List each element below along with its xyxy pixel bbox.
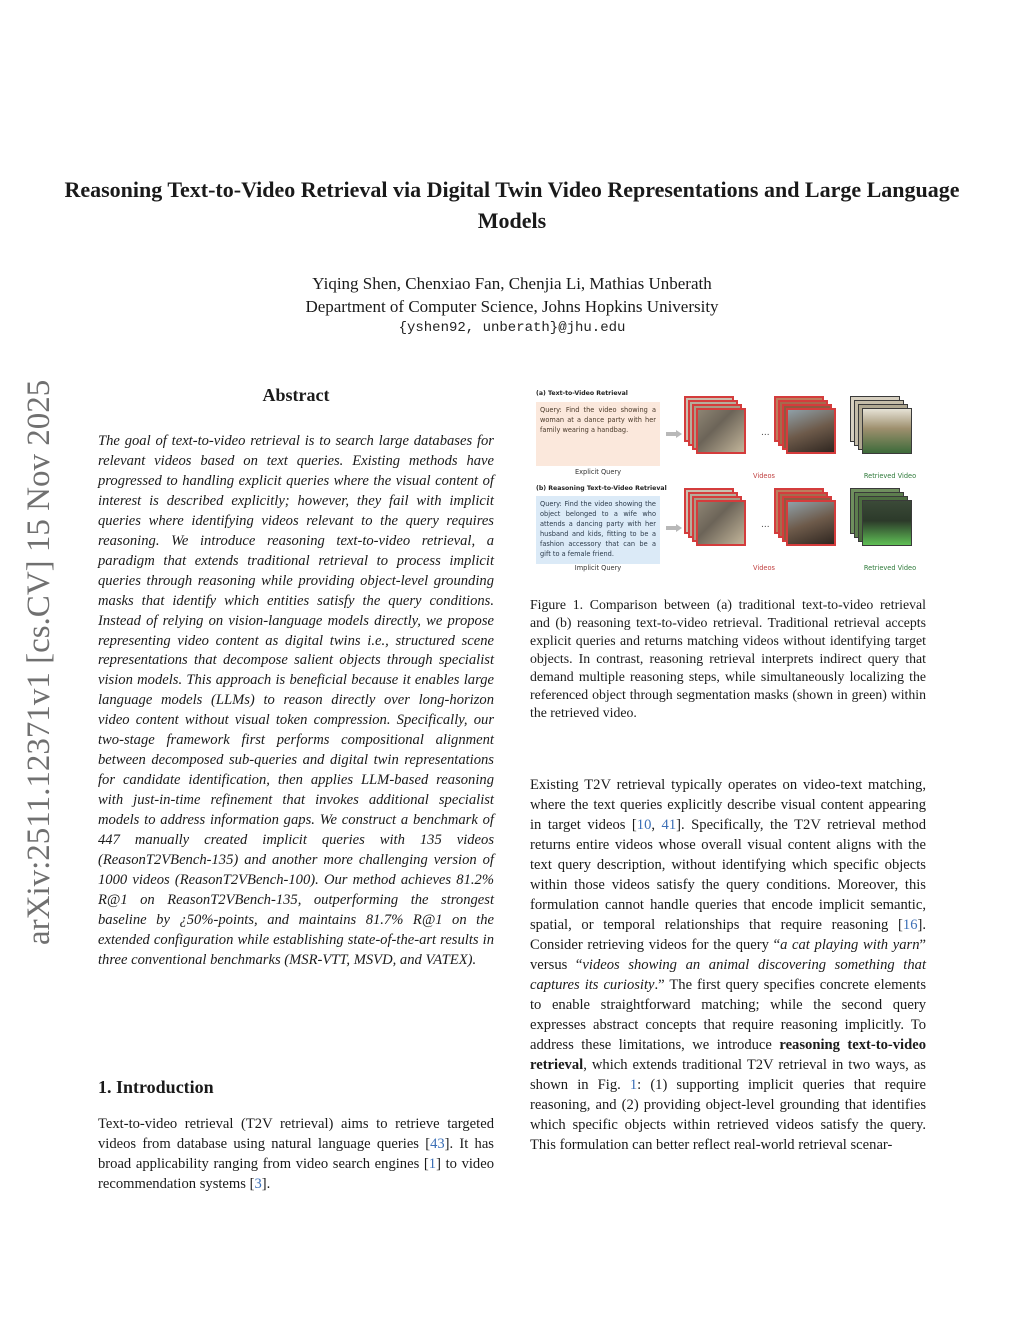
explicit-query-label: Explicit Query [574,468,622,476]
figure-caption: Figure 1. Comparison between (a) traditional text-to-video retrieval and (b) reasoning text-to-video retrieval. Traditional retrieval accepts explicit queries and returns matching videos without identifying target objects. In contrast, reasoning retrieval interprets indirect query that demand multiple reasoning steps, while simultaneously localizing the referenced object through segmentation masks (shown in green) within the retrieved video. [530,597,926,720]
video-frame-child [786,500,836,546]
section-heading-introduction: 1. Introduction [98,1077,214,1097]
figure-label-a: (a) Text-to-Video Retrieval [536,390,628,397]
arxiv-stamp: arXiv:2511.12371v1 [cs.CV] 15 Nov 2025 [21,379,57,945]
video-stack [774,396,854,472]
video-frame-child [786,408,836,454]
videos-label: Videos [753,472,775,480]
body-text: .” The first query specifies concrete elements to enable straightforward matching; while the second query expresses abstract concepts that require reasoning implicitly. To address these limitations, we introduce [530,977,926,1053]
body-paragraph [530,775,926,1155]
retrieved-frame-dancers [862,408,912,454]
intro-text: ] to video recommendation systems [ [98,1156,495,1192]
paper-title: Reasoning Text-to-Video Retrieval via Digital Twin Video Representations and Large Language Models [64,177,960,233]
intro-text: Text-to-video retrieval (T2V retrieval) aims to retrieve targeted videos from database using natural language queries [ [98,1116,494,1152]
example-query-1: a cat playing with yarn [780,937,920,953]
affiliation: Department of Computer Science, Johns Hopkins University [305,297,719,316]
citation-link[interactable]: 43 [430,1136,445,1152]
abstract-heading: Abstract [262,385,330,405]
videos-label: Videos [753,564,775,572]
ellipsis: ... [761,428,770,438]
arrow-icon [666,524,682,532]
figure-reference-link[interactable]: 1 [629,1077,638,1093]
explicit-query-box: Query: Find the video showing a woman at a dance party with her family wearing a handbag. [536,402,660,466]
author-block [160,272,864,318]
citation-link[interactable]: 10 [636,817,652,833]
figure-1 [530,388,930,578]
key-term: reasoning text-to-video retrieval [530,1037,926,1073]
video-stack [684,488,764,564]
abstract-text: The goal of text-to-video retrieval is to search large databases for relevant videos based on text queries. Existing methods have progressed to handling explicit queries where the visual content of interest is described explicitly; however, they fail with implicit queries where identifying videos relevant to the query requires reasoning. We introduce reasoning text-to-video retrieval, a paradigm that extends traditional retrieval to process implicit queries through reasoning while providing object-level grounding masks that identify which entities satisfy the query conditions. Instead of relying on vision-language models directly, we propose representing video content as digital twins i.e., structured scene representations that decompose salient objects through specialist vision models. This approach is beneficial because it enables large language models (LLMs) to reason directly over long-horizon video content without visual token compression. Specifically, our two-stage framework first performs compositional alignment between decomposed sub-queries and digital twin representations for candidate identification, then applies LLM-based reasoning with just-in-time refinement that invokes additional specialist models to address information gaps. We construct a benchmark of 447 manually created implicit queries with 135 videos (ReasonT2VBench-135) and another more challenging version of 1000 videos (ReasonT2VBench-100). Our method achieves 81.2% R@1 on ReasonT2VBench-135, outperforming the strongest baseline by ¿50%-points, and maintains 81.7% R@1 on the extended configuration while establishing state-of-the-art results in three conventional benchmarks (MSR-VTT, MSVD, and VATEX). [98,433,494,968]
body-text: : (1) supporting implicit queries that require reasoning, and (2) providing object-level grounding that identifies which specific objects within retrieved videos satisfy the query. This formulation can better reflect real-world retrieval scenar- [530,1077,926,1153]
retrieved-frame-masked [862,500,912,546]
video-stack [684,396,764,472]
body-text: ]. Specifically, the T2V retrieval method returns entire videos whose overall visual content aligns with the text query description, without identifying which specific objects within those videos satisfy the query conditions. Moreover, this formulation cannot handle queries that encode implicit semantic, spatial, or temporal relationships that require reasoning [ [530,817,927,933]
retrieved-video-label: Retrieved Video [863,472,917,480]
intro-paragraph [98,1114,494,1194]
video-frame-cat [696,500,746,546]
body-text: ]. Consider retrieving videos for the query “ [530,917,926,953]
body-text: , which extends traditional T2V retrieval in two ways, as shown in Fig. [530,1057,926,1093]
authors: Yiqing Shen, Chenxiao Fan, Chenjia Li, Mathias Unberath [312,274,712,293]
video-stack [774,488,854,564]
example-query-2: videos showing an animal discovering something that captures its curiosity [530,957,927,993]
arrow-icon [666,430,682,438]
video-frame-cat [696,408,746,454]
body-text: , [651,817,662,833]
implicit-query-box: Query: Find the video showing the object belonged to a wife who attends a dancing party with her husband and kids, fitting to be a fashion accessory that can be a gift to a female friend. [536,496,660,564]
intro-text: ]. [261,1176,271,1192]
figure-label-b: (b) Reasoning Text-to-Video Retrieval [536,485,667,492]
implicit-query-label: Implicit Query [574,564,622,572]
retrieved-video-stack [850,488,930,564]
citation-link[interactable]: 1 [428,1156,437,1172]
body-text: Existing T2V retrieval typically operates on video-text matching, where the text queries explicitly describe visual content appearing in target videos [ [530,777,926,833]
ellipsis: ... [761,520,770,530]
citation-link[interactable]: 3 [254,1176,262,1192]
retrieved-video-stack [850,396,930,472]
retrieved-video-label: Retrieved Video [863,564,917,572]
body-text: ” versus “ [530,937,926,973]
citation-link[interactable]: 16 [902,917,918,933]
citation-link[interactable]: 41 [661,817,677,833]
intro-text: ]. It has broad applicability ranging from video search engines [ [98,1136,494,1172]
email: {yshen92, unberath}@jhu.edu [398,320,626,336]
